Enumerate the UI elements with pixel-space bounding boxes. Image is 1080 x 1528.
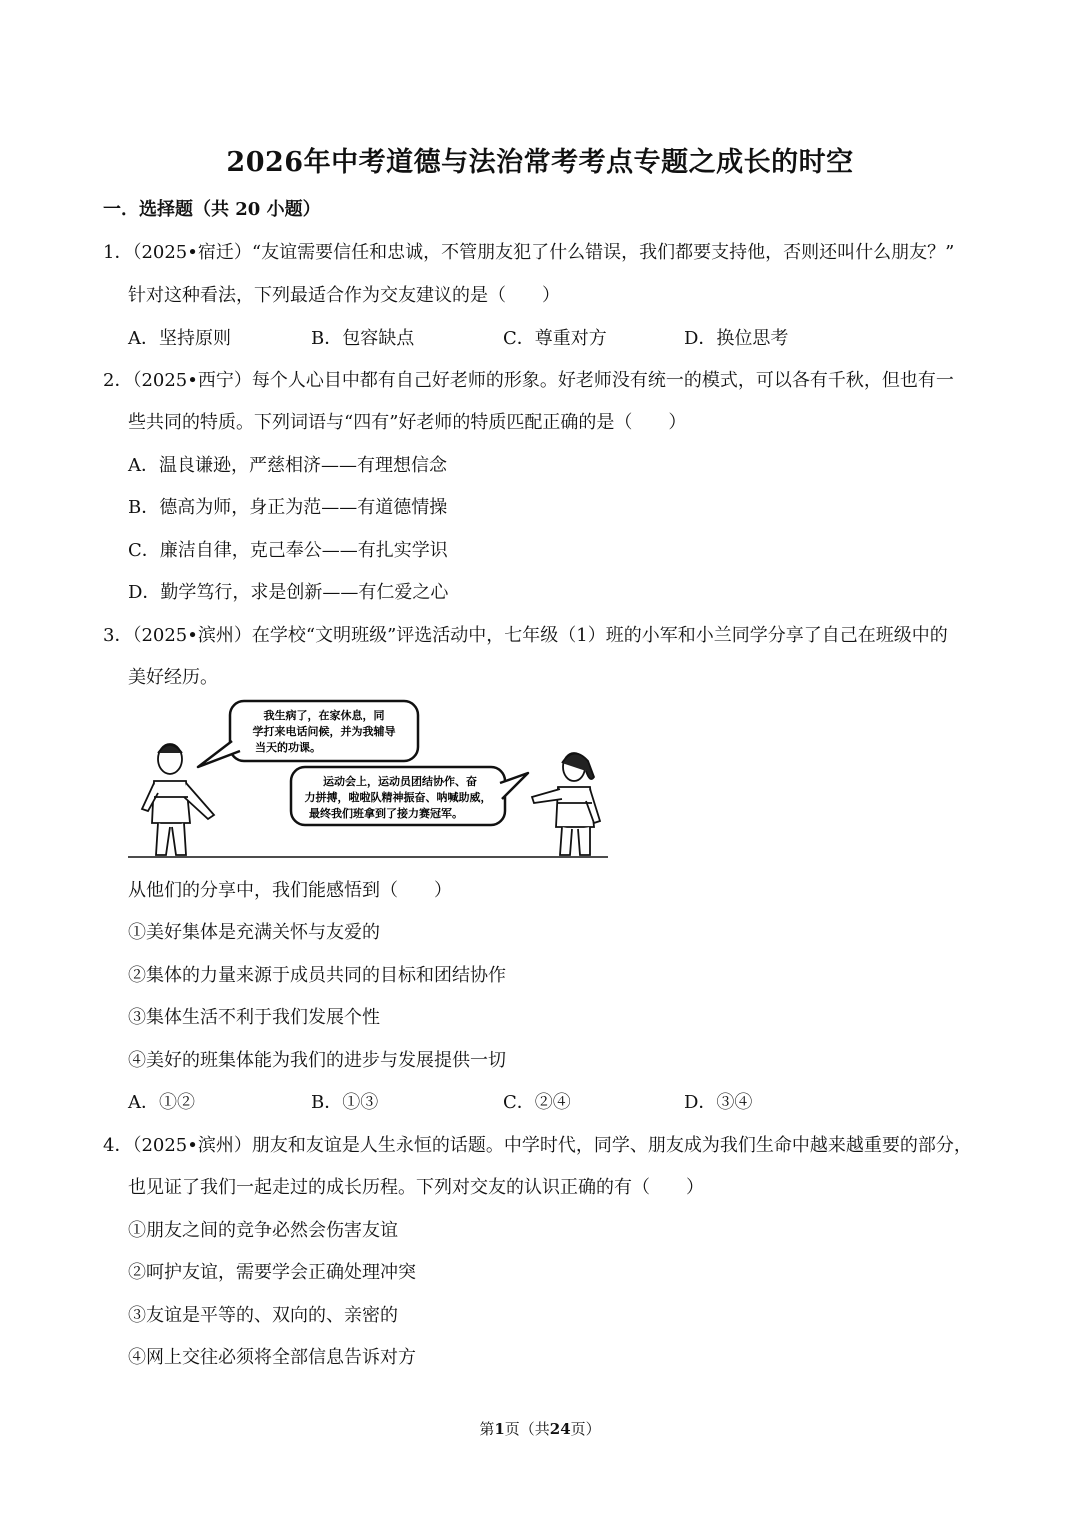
section-heading: 一．选择题（共 20 小题）	[103, 199, 321, 220]
page-footer	[0, 1418, 1080, 1439]
bubble-girl-text-3: 最终我们班拿到了接力赛冠军。	[309, 807, 463, 820]
question-1-option-d: D．换位思考	[684, 328, 789, 349]
question-2-option-b: B．德高为师，身正为范——有道德情操	[128, 497, 448, 518]
footer-prefix: 第	[479, 1420, 495, 1438]
page-title: 2026年中考道德与法治常考考点专题之成长的时空	[226, 147, 854, 178]
question-3-line-1: 3．（2025•滨州）在学校“文明班级”评选活动中，七年级（1）班的小军和小兰同学分享了自己在班级中的	[103, 625, 948, 646]
footer-total-pages: 24	[549, 1420, 571, 1438]
footer-page-number: 1	[494, 1420, 505, 1438]
question-3-statement-2: ②集体的力量来源于成员共同的目标和团结协作	[128, 965, 506, 986]
question-4-line-2: 也见证了我们一起走过的成长历程。下列对交友的认识正确的有（ ）	[128, 1177, 704, 1198]
question-3-statement-1: ①美好集体是充满关怀与友爱的	[128, 922, 380, 943]
bubble-boy-text-2: 学打来电话问候，并为我辅导	[252, 725, 396, 738]
bubble-boy-text-3: 当天的功课。	[255, 741, 321, 754]
girl-figure	[532, 753, 600, 855]
class-sharing-illustration	[128, 697, 608, 859]
question-4-statement-4: ④网上交往必须将全部信息告诉对方	[128, 1347, 416, 1368]
speech-bubble-girl	[291, 767, 528, 825]
question-2-option-a: A．温良谦逊，严慈相济——有理想信念	[128, 455, 447, 476]
question-3-option-b: B．①③	[311, 1092, 379, 1113]
question-1-line-2: 针对这种看法，下列最适合作为交友建议的是（ ）	[128, 285, 560, 306]
question-3-option-d: D．③④	[684, 1092, 753, 1113]
boy-figure	[142, 744, 214, 855]
question-4-statement-1: ①朋友之间的竞争必然会伤害友谊	[128, 1220, 398, 1241]
bubble-girl-text-1: 运动会上，运动员团结协作、奋	[323, 775, 477, 788]
question-1-option-c: C．尊重对方	[503, 328, 607, 349]
question-3-statement-3: ③集体生活不利于我们发展个性	[128, 1007, 380, 1028]
question-1-option-a: A．坚持原则	[128, 328, 231, 349]
question-4-line-1: 4．（2025•滨州）朋友和友谊是人生永恒的话题。中学时代，同学、朋友成为我们生命中越来越重要的部分，	[103, 1135, 972, 1156]
question-1-option-b: B．包容缺点	[311, 328, 415, 349]
question-3-option-a: A．①②	[128, 1092, 195, 1113]
question-2-line-2: 些共同的特质。下列词语与“四有”好老师的特质匹配正确的是（ ）	[128, 412, 687, 433]
question-3-line-2: 美好经历。	[128, 667, 218, 688]
question-1-line-1: 1．（2025•宿迁）“友谊需要信任和忠诚，不管朋友犯了什么错误，我们都要支持他，否则还叫什么朋友？”	[103, 242, 955, 263]
question-4-statement-3: ③友谊是平等的、双向的、亲密的	[128, 1305, 398, 1326]
bubble-girl-text-2: 力拼搏，啦啦队精神振奋、呐喊助威，	[304, 791, 492, 804]
question-4-statement-2: ②呵护友谊，需要学会正确处理冲突	[128, 1262, 416, 1283]
footer-middle: 页（共	[504, 1420, 550, 1438]
footer-suffix: 页）	[570, 1420, 601, 1438]
speech-bubble-boy	[198, 701, 418, 767]
question-3-option-c: C．②④	[503, 1092, 571, 1113]
question-3-prompt: 从他们的分享中，我们能感悟到（ ）	[128, 880, 452, 901]
question-2-option-d: D．勤学笃行，求是创新——有仁爱之心	[128, 582, 449, 603]
question-2-option-c: C．廉洁自律，克己奉公——有扎实学识	[128, 540, 448, 561]
question-3-statement-4: ④美好的班集体能为我们的进步与发展提供一切	[128, 1050, 506, 1071]
bubble-boy-text-1: 我生病了，在家休息，同	[263, 709, 385, 722]
question-2-line-1: 2．（2025•西宁）每个人心目中都有自己好老师的形象。好老师没有统一的模式，可以各有千秋，但也有一	[103, 370, 954, 391]
